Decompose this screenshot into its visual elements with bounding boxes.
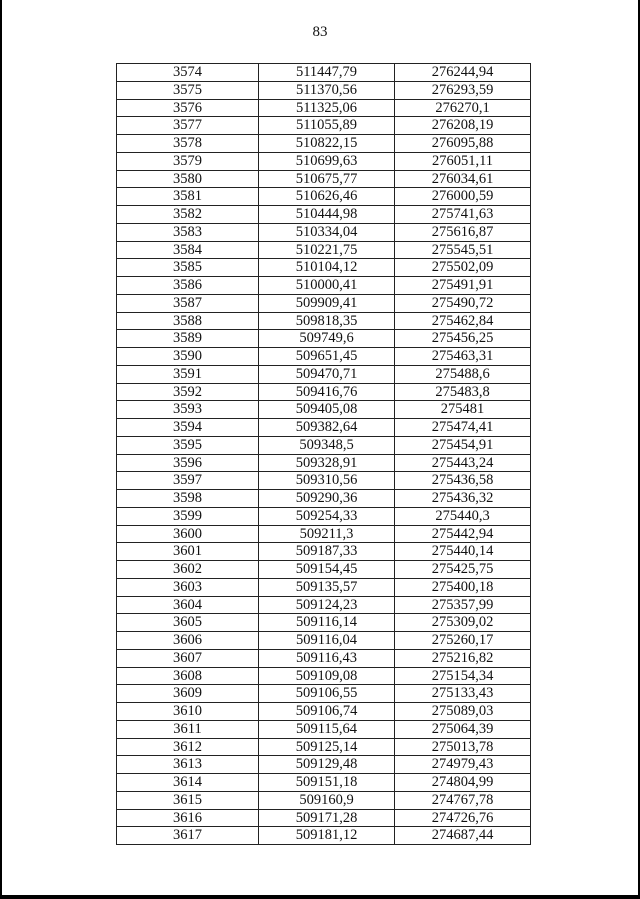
x-coordinate-cell: 509818,35 <box>259 312 395 330</box>
point-number-cell: 3610 <box>117 703 259 721</box>
y-coordinate-cell: 275454,91 <box>395 436 531 454</box>
scan-border-left <box>0 0 2 899</box>
y-coordinate-cell: 275481 <box>395 401 531 419</box>
y-coordinate-cell: 274767,78 <box>395 791 531 809</box>
table-row <box>117 135 531 153</box>
y-coordinate-cell: 276034,61 <box>395 170 531 188</box>
table-row <box>117 614 531 632</box>
x-coordinate-cell: 510699,63 <box>259 152 395 170</box>
x-coordinate-cell: 509125,14 <box>259 738 395 756</box>
point-number-cell: 3592 <box>117 383 259 401</box>
y-coordinate-cell: 274979,43 <box>395 756 531 774</box>
point-number-cell: 3578 <box>117 135 259 153</box>
x-coordinate-cell: 510104,12 <box>259 259 395 277</box>
point-number-cell: 3616 <box>117 809 259 827</box>
y-coordinate-cell: 275260,17 <box>395 632 531 650</box>
x-coordinate-cell: 509290,36 <box>259 490 395 508</box>
table-row <box>117 720 531 738</box>
table-row <box>117 756 531 774</box>
point-number-cell: 3611 <box>117 720 259 738</box>
x-coordinate-cell: 509129,48 <box>259 756 395 774</box>
x-coordinate-cell: 509124,23 <box>259 596 395 614</box>
y-coordinate-cell: 275133,43 <box>395 685 531 703</box>
y-coordinate-cell: 276000,59 <box>395 188 531 206</box>
point-number-cell: 3608 <box>117 667 259 685</box>
point-number-cell: 3617 <box>117 827 259 845</box>
point-number-cell: 3602 <box>117 561 259 579</box>
table-row <box>117 472 531 490</box>
table-row <box>117 543 531 561</box>
point-number-cell: 3609 <box>117 685 259 703</box>
x-coordinate-cell: 509116,04 <box>259 632 395 650</box>
y-coordinate-cell: 275488,6 <box>395 365 531 383</box>
y-coordinate-cell: 275013,78 <box>395 738 531 756</box>
point-number-cell: 3586 <box>117 277 259 295</box>
point-number-cell: 3598 <box>117 490 259 508</box>
y-coordinate-cell: 275425,75 <box>395 561 531 579</box>
table-row <box>117 99 531 117</box>
x-coordinate-cell: 509470,71 <box>259 365 395 383</box>
coordinates-table <box>116 63 531 845</box>
x-coordinate-cell: 511325,06 <box>259 99 395 117</box>
table-row <box>117 117 531 135</box>
table-row <box>117 632 531 650</box>
table-row <box>117 419 531 437</box>
table-row <box>117 596 531 614</box>
table-row <box>117 312 531 330</box>
x-coordinate-cell: 510334,04 <box>259 223 395 241</box>
x-coordinate-cell: 509135,57 <box>259 578 395 596</box>
x-coordinate-cell: 509109,08 <box>259 667 395 685</box>
y-coordinate-cell: 276095,88 <box>395 135 531 153</box>
x-coordinate-cell: 509106,55 <box>259 685 395 703</box>
table-row <box>117 454 531 472</box>
y-coordinate-cell: 275443,24 <box>395 454 531 472</box>
y-coordinate-cell: 275436,32 <box>395 490 531 508</box>
table-row <box>117 170 531 188</box>
y-coordinate-cell: 275440,14 <box>395 543 531 561</box>
table-row <box>117 774 531 792</box>
y-coordinate-cell: 275400,18 <box>395 578 531 596</box>
table-row <box>117 667 531 685</box>
y-coordinate-cell: 275616,87 <box>395 223 531 241</box>
table-row <box>117 685 531 703</box>
point-number-cell: 3576 <box>117 99 259 117</box>
point-number-cell: 3595 <box>117 436 259 454</box>
point-number-cell: 3584 <box>117 241 259 259</box>
x-coordinate-cell: 510822,15 <box>259 135 395 153</box>
scan-border-bottom <box>0 895 640 899</box>
point-number-cell: 3600 <box>117 525 259 543</box>
point-number-cell: 3607 <box>117 649 259 667</box>
x-coordinate-cell: 511055,89 <box>259 117 395 135</box>
x-coordinate-cell: 509187,33 <box>259 543 395 561</box>
point-number-cell: 3594 <box>117 419 259 437</box>
x-coordinate-cell: 509416,76 <box>259 383 395 401</box>
point-number-cell: 3614 <box>117 774 259 792</box>
table-row <box>117 649 531 667</box>
x-coordinate-cell: 509211,3 <box>259 525 395 543</box>
x-coordinate-cell: 509405,08 <box>259 401 395 419</box>
table-row <box>117 223 531 241</box>
y-coordinate-cell: 275064,39 <box>395 720 531 738</box>
x-coordinate-cell: 509909,41 <box>259 294 395 312</box>
table-row <box>117 294 531 312</box>
y-coordinate-cell: 276293,59 <box>395 81 531 99</box>
y-coordinate-cell: 274804,99 <box>395 774 531 792</box>
x-coordinate-cell: 510675,77 <box>259 170 395 188</box>
y-coordinate-cell: 275436,58 <box>395 472 531 490</box>
x-coordinate-cell: 509749,6 <box>259 330 395 348</box>
point-number-cell: 3583 <box>117 223 259 241</box>
table-row <box>117 578 531 596</box>
y-coordinate-cell: 275216,82 <box>395 649 531 667</box>
y-coordinate-cell: 275502,09 <box>395 259 531 277</box>
table-row <box>117 490 531 508</box>
x-coordinate-cell: 509115,64 <box>259 720 395 738</box>
table-row <box>117 277 531 295</box>
point-number-cell: 3603 <box>117 578 259 596</box>
table-row <box>117 809 531 827</box>
table-row <box>117 188 531 206</box>
y-coordinate-cell: 275442,94 <box>395 525 531 543</box>
point-number-cell: 3591 <box>117 365 259 383</box>
table-row <box>117 259 531 277</box>
table-row <box>117 703 531 721</box>
y-coordinate-cell: 275741,63 <box>395 206 531 224</box>
y-coordinate-cell: 276270,1 <box>395 99 531 117</box>
x-coordinate-cell: 509328,91 <box>259 454 395 472</box>
table-row <box>117 330 531 348</box>
table-row <box>117 827 531 845</box>
y-coordinate-cell: 275089,03 <box>395 703 531 721</box>
point-number-cell: 3588 <box>117 312 259 330</box>
y-coordinate-cell: 275474,41 <box>395 419 531 437</box>
point-number-cell: 3582 <box>117 206 259 224</box>
point-number-cell: 3612 <box>117 738 259 756</box>
table-row <box>117 401 531 419</box>
x-coordinate-cell: 509171,28 <box>259 809 395 827</box>
x-coordinate-cell: 511370,56 <box>259 81 395 99</box>
point-number-cell: 3605 <box>117 614 259 632</box>
point-number-cell: 3580 <box>117 170 259 188</box>
point-number-cell: 3579 <box>117 152 259 170</box>
table-row <box>117 507 531 525</box>
point-number-cell: 3577 <box>117 117 259 135</box>
y-coordinate-cell: 274726,76 <box>395 809 531 827</box>
x-coordinate-cell: 509106,74 <box>259 703 395 721</box>
point-number-cell: 3613 <box>117 756 259 774</box>
x-coordinate-cell: 509181,12 <box>259 827 395 845</box>
table-row <box>117 152 531 170</box>
x-coordinate-cell: 510000,41 <box>259 277 395 295</box>
point-number-cell: 3597 <box>117 472 259 490</box>
y-coordinate-cell: 276051,11 <box>395 152 531 170</box>
table-row <box>117 738 531 756</box>
table-row <box>117 525 531 543</box>
point-number-cell: 3575 <box>117 81 259 99</box>
x-coordinate-cell: 509116,14 <box>259 614 395 632</box>
table-row <box>117 436 531 454</box>
point-number-cell: 3581 <box>117 188 259 206</box>
y-coordinate-cell: 274687,44 <box>395 827 531 845</box>
x-coordinate-cell: 510626,46 <box>259 188 395 206</box>
y-coordinate-cell: 275309,02 <box>395 614 531 632</box>
x-coordinate-cell: 509382,64 <box>259 419 395 437</box>
y-coordinate-cell: 275463,31 <box>395 348 531 366</box>
point-number-cell: 3593 <box>117 401 259 419</box>
y-coordinate-cell: 275490,72 <box>395 294 531 312</box>
point-number-cell: 3574 <box>117 64 259 82</box>
x-coordinate-cell: 509651,45 <box>259 348 395 366</box>
point-number-cell: 3599 <box>117 507 259 525</box>
coordinates-table-body <box>117 64 531 845</box>
y-coordinate-cell: 275456,25 <box>395 330 531 348</box>
y-coordinate-cell: 275491,91 <box>395 277 531 295</box>
point-number-cell: 3596 <box>117 454 259 472</box>
table-row <box>117 241 531 259</box>
y-coordinate-cell: 276208,19 <box>395 117 531 135</box>
y-coordinate-cell: 275462,84 <box>395 312 531 330</box>
point-number-cell: 3585 <box>117 259 259 277</box>
y-coordinate-cell: 275440,3 <box>395 507 531 525</box>
table-row <box>117 81 531 99</box>
x-coordinate-cell: 509160,9 <box>259 791 395 809</box>
table-row <box>117 206 531 224</box>
x-coordinate-cell: 509348,5 <box>259 436 395 454</box>
table-row <box>117 383 531 401</box>
y-coordinate-cell: 275483,8 <box>395 383 531 401</box>
x-coordinate-cell: 509310,56 <box>259 472 395 490</box>
x-coordinate-cell: 510221,75 <box>259 241 395 259</box>
x-coordinate-cell: 509116,43 <box>259 649 395 667</box>
point-number-cell: 3606 <box>117 632 259 650</box>
y-coordinate-cell: 275545,51 <box>395 241 531 259</box>
x-coordinate-cell: 509254,33 <box>259 507 395 525</box>
x-coordinate-cell: 509154,45 <box>259 561 395 579</box>
table-row <box>117 561 531 579</box>
point-number-cell: 3587 <box>117 294 259 312</box>
x-coordinate-cell: 511447,79 <box>259 64 395 82</box>
point-number-cell: 3604 <box>117 596 259 614</box>
table-row <box>117 348 531 366</box>
table-row <box>117 64 531 82</box>
point-number-cell: 3615 <box>117 791 259 809</box>
point-number-cell: 3601 <box>117 543 259 561</box>
page-number: 83 <box>312 24 328 40</box>
x-coordinate-cell: 510444,98 <box>259 206 395 224</box>
table-row <box>117 791 531 809</box>
table-row <box>117 365 531 383</box>
y-coordinate-cell: 275154,34 <box>395 667 531 685</box>
x-coordinate-cell: 509151,18 <box>259 774 395 792</box>
y-coordinate-cell: 275357,99 <box>395 596 531 614</box>
point-number-cell: 3590 <box>117 348 259 366</box>
y-coordinate-cell: 276244,94 <box>395 64 531 82</box>
point-number-cell: 3589 <box>117 330 259 348</box>
